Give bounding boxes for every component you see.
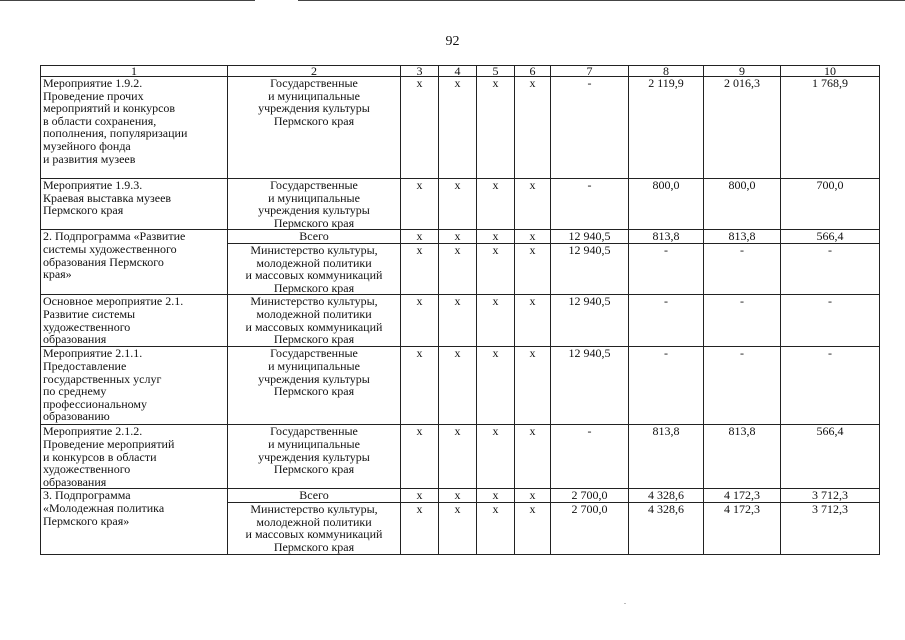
code-cell: х <box>439 230 477 244</box>
amount-cell: 813,8 <box>629 425 704 489</box>
amount-cell: - <box>551 77 629 179</box>
activity-name: 3. Подпрограмма «Молодежная политика Пермского края» <box>41 489 228 555</box>
code-cell: х <box>477 243 515 294</box>
amount-cell: - <box>704 295 781 347</box>
amount-cell: 3 712,3 <box>781 489 880 503</box>
code-cell: х <box>439 502 477 554</box>
code-cell: х <box>439 243 477 294</box>
page-number: 92 <box>445 34 460 49</box>
code-cell: х <box>515 347 551 425</box>
header-cell: 9 <box>704 66 781 77</box>
executor: Всего <box>228 489 401 503</box>
executor: Государственные и муниципальные учреждения культуры Пермского края <box>228 425 401 489</box>
activity-name: Основное мероприятие 2.1. Развитие системы художественного образования <box>41 295 228 347</box>
code-cell: х <box>477 77 515 179</box>
header-cell: 10 <box>781 66 880 77</box>
code-cell: х <box>477 295 515 347</box>
table-row <box>41 425 880 489</box>
amount-cell: 12 940,5 <box>551 347 629 425</box>
header-cell: 3 <box>401 66 439 77</box>
code-cell: х <box>401 502 439 554</box>
header-cell: 6 <box>515 66 551 77</box>
code-cell: х <box>515 489 551 503</box>
amount-cell: - <box>551 425 629 489</box>
code-cell: х <box>439 425 477 489</box>
amount-cell: 800,0 <box>629 179 704 230</box>
amount-cell: - <box>551 179 629 230</box>
code-cell: х <box>439 179 477 230</box>
code-cell: х <box>515 295 551 347</box>
activity-name: 2. Подпрограмма «Развитие системы художественного образования Пермского края» <box>41 230 228 295</box>
code-cell: х <box>477 502 515 554</box>
top-rule-right <box>298 0 905 1</box>
code-cell: х <box>515 77 551 179</box>
code-cell: х <box>439 347 477 425</box>
code-cell: х <box>477 179 515 230</box>
amount-cell: 2 700,0 <box>551 502 629 554</box>
amount-cell: - <box>781 347 880 425</box>
executor: Всего <box>228 230 401 244</box>
table-row <box>41 347 880 425</box>
header-cell: 5 <box>477 66 515 77</box>
amount-cell: 12 940,5 <box>551 295 629 347</box>
executor: Государственные и муниципальные учреждения культуры Пермского края <box>228 179 401 230</box>
amount-cell: 2 016,3 <box>704 77 781 179</box>
amount-cell: - <box>629 295 704 347</box>
table-row <box>41 77 880 179</box>
amount-cell: 2 119,9 <box>629 77 704 179</box>
amount-cell: 813,8 <box>629 230 704 244</box>
header-cell: 8 <box>629 66 704 77</box>
amount-cell: 566,4 <box>781 425 880 489</box>
top-rule <box>0 0 905 3</box>
amount-cell: 800,0 <box>704 179 781 230</box>
code-cell: х <box>401 77 439 179</box>
code-cell: х <box>515 230 551 244</box>
amount-cell: - <box>629 243 704 294</box>
amount-cell: 813,8 <box>704 425 781 489</box>
code-cell: х <box>515 425 551 489</box>
code-cell: х <box>477 230 515 244</box>
header-cell: 1 <box>41 66 228 77</box>
code-cell: х <box>401 179 439 230</box>
top-rule-left <box>0 0 255 1</box>
amount-cell: - <box>781 243 880 294</box>
code-cell: х <box>439 489 477 503</box>
executor: Министерство культуры, молодежной политики и массовых коммуникаций Пермского края <box>228 243 401 294</box>
table-row <box>41 230 880 244</box>
budget-table <box>40 65 880 555</box>
amount-cell: - <box>704 347 781 425</box>
table-row <box>41 489 880 503</box>
activity-name: Мероприятие 1.9.2. Проведение прочих мероприятий и конкурсов в области сохранения, пополнения, популяризации музейного фонда и развития музеев <box>41 77 228 179</box>
amount-cell: 1 768,9 <box>781 77 880 179</box>
code-cell: х <box>401 230 439 244</box>
header-cell: 4 <box>439 66 477 77</box>
executor: Министерство культуры, молодежной политики и массовых коммуникаций Пермского края <box>228 502 401 554</box>
code-cell: х <box>439 77 477 179</box>
code-cell: х <box>477 425 515 489</box>
code-cell: х <box>439 295 477 347</box>
table-row <box>41 179 880 230</box>
table-row <box>41 295 880 347</box>
activity-name: Мероприятие 2.1.1. Предоставление государственных услуг по среднему профессиональному образованию <box>41 347 228 425</box>
activity-name: Мероприятие 1.9.3. Краевая выставка музеев Пермского края <box>41 179 228 230</box>
executor: Министерство культуры, молодежной политики и массовых коммуникаций Пермского края <box>228 295 401 347</box>
code-cell: х <box>401 425 439 489</box>
executor: Государственные и муниципальные учреждения культуры Пермского края <box>228 77 401 179</box>
header-cell: 2 <box>228 66 401 77</box>
amount-cell: 4 172,3 <box>704 502 781 554</box>
amount-cell: 12 940,5 <box>551 230 629 244</box>
activity-name: Мероприятие 2.1.2. Проведение мероприятий и конкурсов в области художественного образования <box>41 425 228 489</box>
code-cell: х <box>515 179 551 230</box>
executor: Государственные и муниципальные учреждения культуры Пермского края <box>228 347 401 425</box>
amount-cell: 566,4 <box>781 230 880 244</box>
code-cell: х <box>515 502 551 554</box>
header-cell: 7 <box>551 66 629 77</box>
code-cell: х <box>477 347 515 425</box>
amount-cell: - <box>704 243 781 294</box>
code-cell: х <box>401 243 439 294</box>
code-cell: х <box>401 295 439 347</box>
code-cell: х <box>401 347 439 425</box>
code-cell: х <box>477 489 515 503</box>
amount-cell: 813,8 <box>704 230 781 244</box>
amount-cell: - <box>629 347 704 425</box>
amount-cell: 12 940,5 <box>551 243 629 294</box>
header-row <box>41 66 880 77</box>
amount-cell: 4 328,6 <box>629 502 704 554</box>
amount-cell: 3 712,3 <box>781 502 880 554</box>
amount-cell: 2 700,0 <box>551 489 629 503</box>
code-cell: х <box>401 489 439 503</box>
scan-artifact <box>624 603 626 604</box>
amount-cell: 4 328,6 <box>629 489 704 503</box>
amount-cell: 4 172,3 <box>704 489 781 503</box>
amount-cell: - <box>781 295 880 347</box>
code-cell: х <box>515 243 551 294</box>
amount-cell: 700,0 <box>781 179 880 230</box>
